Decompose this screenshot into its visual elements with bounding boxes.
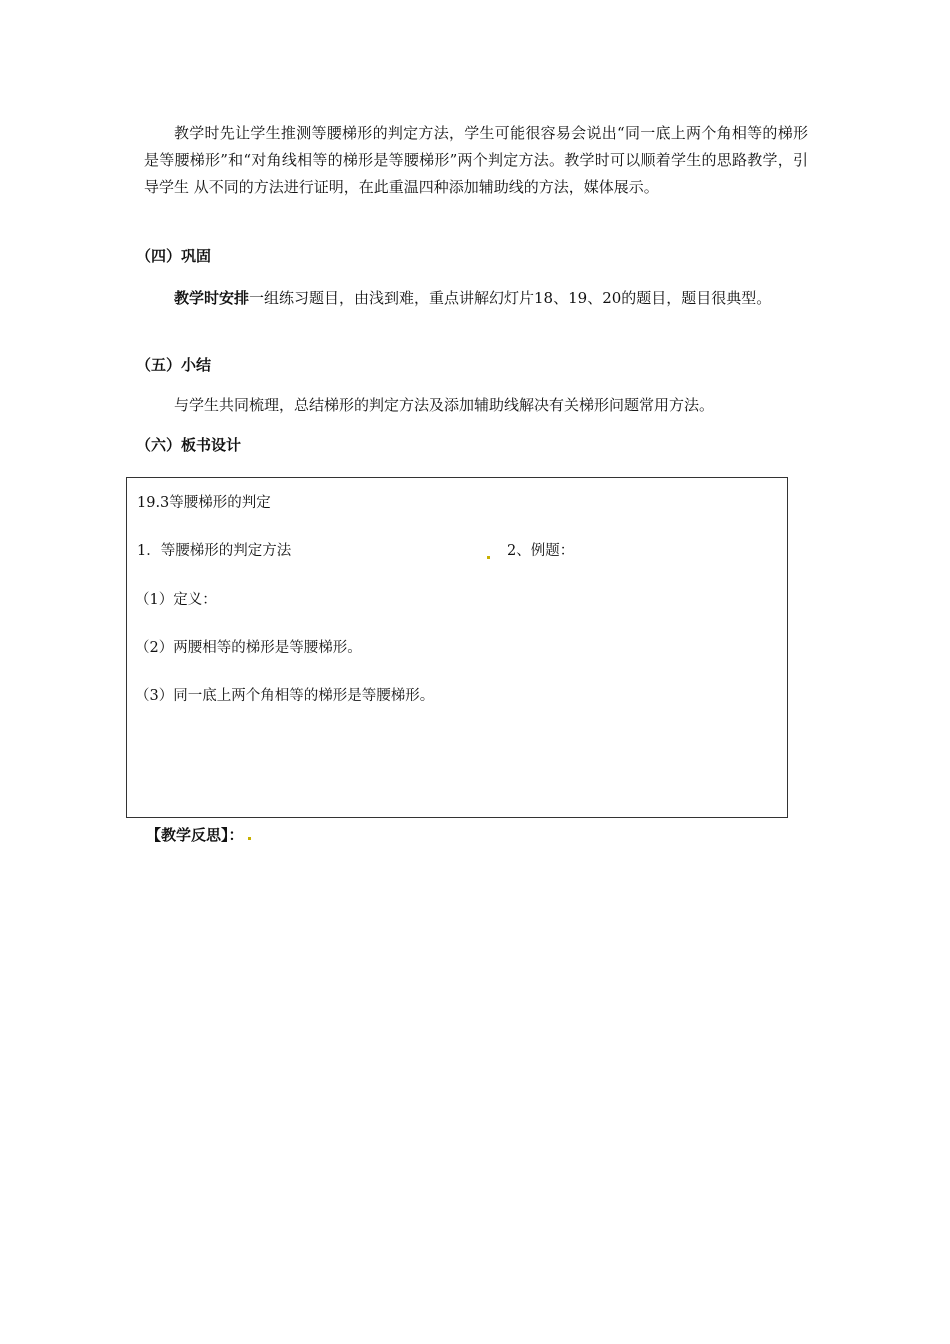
edit-mark <box>487 556 490 559</box>
section4-paragraph <box>144 285 808 312</box>
board-sub3: （3）同一底上两个角相等的梯形是等腰梯形。 <box>135 688 435 704</box>
section5-heading: （五）小结 <box>136 356 212 374</box>
section5-paragraph: 与学生共同梳理，总结梯形的判定方法及添加辅助线解决有关梯形问题常用方法。 <box>174 396 715 414</box>
section4-lead-bold: 教学时安排 <box>174 289 250 307</box>
reflection-label <box>146 824 251 846</box>
intro-paragraph: 教学时先让学生推测等腰梯形的判定方法，学生可能很容易会说出“同一底上两个角相等的梯形是等腰梯形”和“对角线相等的梯形是等腰梯形”两个判定方法。教学时可以顺着学生的思路教学，引导学生 从不同的方法进行证明，在此重温四种添加辅助线的方法，媒体展示。 <box>144 124 808 196</box>
board-title: 19.3等腰梯形的判定 <box>137 495 271 511</box>
section6-heading: （六）板书设计 <box>136 436 242 454</box>
section4-heading: （四）巩固 <box>136 247 212 265</box>
section4-text: 一组练习题目，由浅到难，重点讲解幻灯片18、19、20的题目，题目很典型。 <box>249 289 772 307</box>
board-item2: 2、例题： <box>507 543 575 559</box>
board-sub1: （1）定义： <box>135 592 217 608</box>
reflection-text: 【教学反思】： <box>146 826 244 844</box>
board-design-box <box>126 477 788 818</box>
board-item1: 1．等腰梯形的判定方法 <box>137 543 292 559</box>
edit-mark <box>248 837 251 840</box>
board-sub2: （2）两腰相等的梯形是等腰梯形。 <box>135 640 362 656</box>
